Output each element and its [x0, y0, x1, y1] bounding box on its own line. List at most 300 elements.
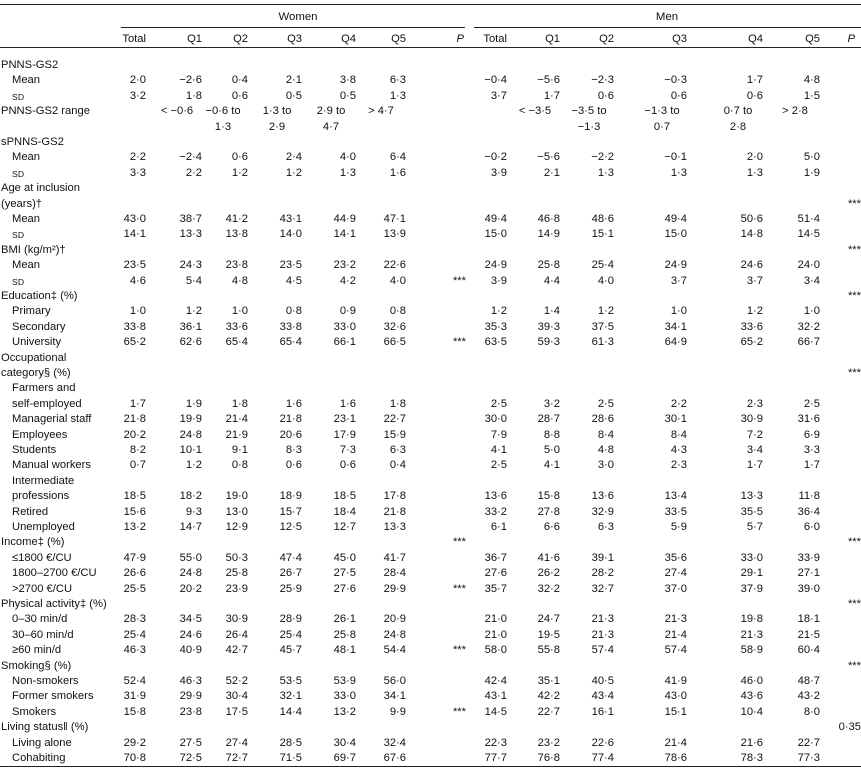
table-cell: 5·4 [185, 274, 202, 287]
table-cell: 10·4 [740, 705, 763, 718]
table-cell: 30·1 [664, 413, 687, 426]
table-cell: 29·9 [179, 690, 202, 703]
table-cell: 6·6 [543, 521, 560, 533]
table-cell: 3·2 [543, 397, 560, 410]
column-header: Total [483, 33, 507, 45]
table-cell: 3·9 [490, 274, 507, 287]
table-cell: 0·6 [670, 89, 687, 102]
table-cell: 4·2 [339, 274, 356, 287]
table-cell: 15·9 [383, 428, 406, 441]
table-cell: 65·2 [740, 336, 763, 349]
p-value-men: *** [847, 536, 861, 549]
table-cell: 32·2 [537, 582, 560, 595]
table-cell: 5·0 [543, 444, 560, 456]
table-cell: 15·0 [484, 228, 507, 241]
table-cell: < −0·6 [160, 105, 194, 118]
table-cell: 15·1 [591, 228, 614, 241]
row-label: SD [12, 276, 25, 287]
table-cell: 37·5 [591, 320, 614, 333]
table-cell: 12·5 [279, 521, 302, 533]
p-value-men: *** [847, 290, 861, 302]
table-cell: 26·7 [279, 567, 302, 580]
table-cell: 2·8 [729, 120, 747, 133]
table-cell: 39·0 [797, 582, 820, 595]
table-cell: 21·4 [225, 413, 248, 426]
table-cell: 42·7 [225, 644, 248, 657]
table-cell: 14·8 [740, 228, 763, 241]
table-cell: 0·4 [389, 459, 406, 472]
column-header: Q4 [748, 33, 763, 45]
table-cell: 21·8 [123, 413, 146, 426]
table-cell: 32·7 [591, 582, 614, 595]
table-cell: 18·4 [333, 505, 356, 518]
row-label: >2700 €/CU [12, 582, 73, 595]
table-cell: 14·1 [123, 228, 146, 241]
table-cell: −0·1 [664, 151, 687, 164]
column-header: Q4 [341, 33, 356, 45]
table-cell: 1·2 [185, 459, 202, 472]
table-cell: 9·9 [389, 705, 406, 718]
table-cell: 44·9 [333, 213, 356, 225]
table-cell: 28·6 [591, 413, 614, 426]
table-cell: 35·7 [484, 582, 507, 595]
table-cell: 18·2 [179, 490, 202, 503]
table-cell: 43·2 [797, 690, 820, 703]
table-cell: 7·3 [339, 444, 356, 456]
table-cell: −2·3 [591, 74, 614, 87]
table-cell: 2·2 [129, 151, 146, 164]
table-cell: 21·4 [664, 628, 687, 641]
table-cell: 24·3 [179, 259, 202, 272]
table-cell: 35·6 [664, 551, 687, 564]
table-cell: 21·4 [664, 736, 687, 749]
table-cell: 15·8 [537, 490, 560, 503]
table-cell: 3·8 [339, 74, 356, 87]
table-cell: 49·4 [484, 213, 507, 225]
column-header: Q1 [187, 33, 202, 45]
p-value-men: *** [847, 243, 861, 256]
table-cell: 4·5 [285, 274, 302, 287]
table-cell: 27·5 [333, 567, 356, 580]
table-cell: 19·5 [537, 628, 560, 641]
table-cell: 46·3 [123, 644, 146, 657]
row-label: Income‡ (%) [1, 536, 65, 549]
table-cell: 8·4 [670, 428, 687, 441]
table-cell: 1·3 to [262, 105, 292, 118]
table-cell: 21·5 [797, 628, 820, 641]
table-cell: 22·6 [383, 259, 406, 272]
table-cell: 39·3 [537, 320, 560, 333]
table-cell: 6·0 [803, 521, 820, 533]
table-cell: 6·9 [803, 428, 820, 441]
table-cell: 18·5 [333, 490, 356, 503]
table-cell: 47·1 [383, 213, 406, 225]
table-cell: −2·6 [179, 74, 202, 87]
row-label: 30–60 min/d [12, 628, 74, 641]
table-cell: 27·5 [179, 736, 202, 749]
table-cell: 1·6 [339, 397, 356, 410]
table-cell: 32·6 [383, 320, 406, 333]
table-cell: 27·6 [333, 582, 356, 595]
column-header: Q1 [545, 33, 560, 45]
table-cell: 38·7 [179, 213, 202, 225]
table-cell: 3·4 [746, 444, 763, 456]
p-value-men: *** [847, 598, 861, 610]
table-cell: 3·4 [803, 274, 820, 287]
table-cell: 14·7 [179, 521, 202, 533]
table-cell: 33·2 [484, 505, 507, 518]
table-cell: 13·3 [179, 228, 202, 241]
table-cell: 13·0 [225, 505, 248, 518]
table-cell: > 4·7 [368, 105, 394, 118]
table-cell: 30·4 [225, 690, 248, 703]
row-label: Primary [12, 305, 51, 318]
table-cell: 1·7 [746, 459, 763, 472]
table-cell: 1·3 [746, 166, 763, 179]
table-cell: 8·4 [597, 428, 614, 441]
p-value-men: *** [847, 367, 861, 379]
p-value-women: *** [452, 336, 466, 349]
table-cell: 0·7 [653, 120, 671, 133]
group-header-men: Men [655, 11, 679, 23]
table-cell: −0·3 [664, 74, 687, 87]
table-cell: 2·0 [746, 151, 763, 164]
table-cell: 2·9 [268, 120, 286, 133]
table-cell: 1·8 [185, 89, 202, 102]
table-cell: 0·8 [231, 459, 248, 472]
table-cell: −3·5 to [571, 105, 607, 118]
table-cell: 0·8 [285, 305, 302, 318]
row-label: PNNS-GS2 range [1, 105, 90, 118]
table-cell: 76·8 [537, 752, 560, 764]
table-cell: 33·6 [225, 320, 248, 333]
table-cell: 15·6 [123, 505, 146, 518]
table-cell: 20·2 [123, 428, 146, 441]
table-cell: 67·6 [383, 752, 406, 764]
table-cell: 14·9 [537, 228, 560, 241]
table-cell: 0·5 [339, 89, 356, 102]
table-cell: 17·5 [225, 705, 248, 718]
row-label: Mean [12, 259, 40, 272]
table-cell: 28·2 [591, 567, 614, 580]
table-cell: 36·1 [179, 320, 202, 333]
table-cell: 20·6 [279, 428, 302, 441]
table-cell: 13·6 [484, 490, 507, 503]
table-cell: 1·2 [231, 166, 248, 179]
table-cell: 52·2 [225, 675, 248, 687]
table-cell: 35·3 [484, 320, 507, 333]
table-cell: 77·3 [797, 752, 820, 764]
table-cell: 25·4 [279, 628, 302, 641]
table-cell: 3·3 [129, 166, 146, 179]
table-cell: 0·7 to [723, 105, 753, 118]
table-cell: 2·1 [543, 166, 560, 179]
table-cell: 1·3 [339, 166, 356, 179]
row-label: SD [12, 168, 25, 179]
column-header: P [456, 33, 464, 45]
table-cell: 24·6 [179, 628, 202, 641]
table-cell: 46·0 [740, 675, 763, 687]
table-cell: 2·2 [670, 397, 687, 410]
table-cell: 62·6 [179, 336, 202, 349]
column-header: Q3 [287, 33, 302, 45]
table-cell: 21·9 [225, 428, 248, 441]
table-cell: 15·0 [664, 228, 687, 241]
table-cell: 28·5 [279, 736, 302, 749]
table-cell: 49·4 [664, 213, 687, 225]
table-cell: 13·4 [664, 490, 687, 503]
table-cell: 43·1 [484, 690, 507, 703]
table-cell: 69·7 [333, 752, 356, 764]
table-cell: 72·7 [225, 752, 248, 764]
table-cell: 1·5 [803, 89, 820, 102]
group-header-women: Women [278, 11, 318, 23]
group-rule-women [121, 27, 465, 28]
row-label: University [12, 336, 62, 349]
row-label: Smokers [12, 705, 57, 718]
table-cell: 15·1 [664, 705, 687, 718]
table-cell: 33·0 [740, 551, 763, 564]
table-cell: 1·0 [231, 305, 248, 318]
table-cell: 2·5 [490, 397, 507, 410]
table-cell: 23·5 [279, 259, 302, 272]
table-cell: 33·0 [333, 690, 356, 703]
table-cell: 1·9 [185, 397, 202, 410]
table-cell: 34·1 [383, 690, 406, 703]
table-cell: 52·4 [123, 675, 146, 687]
table-cell: 40·5 [591, 675, 614, 687]
table-cell: 25·9 [279, 582, 302, 595]
table-cell: 50·6 [740, 213, 763, 225]
row-label: sPNNS-GS2 [1, 136, 64, 148]
table-cell: 1·3 [670, 166, 687, 179]
table-cell: 32·2 [797, 320, 820, 333]
table-cell: 19·8 [740, 613, 763, 626]
table-cell: 24·0 [797, 259, 820, 272]
table-top-rule [0, 4, 861, 5]
table-cell: 0·6 [285, 459, 302, 472]
table-cell: 14·5 [484, 705, 507, 718]
table-cell: 13·2 [333, 705, 356, 718]
table-cell: 33·8 [123, 320, 146, 333]
table-cell: 2·5 [490, 459, 507, 472]
table-cell: 4·3 [670, 444, 687, 456]
table-cell: 28·9 [279, 613, 302, 626]
table-cell: 2·3 [746, 397, 763, 410]
table-cell: 2·9 to [316, 105, 346, 118]
table-cell: 5·0 [803, 151, 820, 164]
table-cell: 1·9 [803, 166, 820, 179]
table-cell: 15·7 [279, 505, 302, 518]
table-cell: 31·6 [797, 413, 820, 426]
table-cell: −2·4 [179, 151, 202, 164]
table-cell: 26·6 [123, 567, 146, 580]
table-cell: 32·4 [383, 736, 406, 749]
table-cell: 0·4 [231, 74, 248, 87]
table-cell: −0·4 [484, 74, 507, 87]
row-label: Age at inclusion [1, 182, 80, 195]
table-cell: 16·1 [591, 705, 614, 718]
table-cell: 7·9 [490, 428, 507, 441]
table-cell: 13·2 [123, 521, 146, 533]
p-value-women: *** [452, 644, 466, 657]
row-label: Former smokers [12, 690, 94, 703]
table-cell: 1·6 [389, 166, 406, 179]
table-cell: 39·1 [591, 551, 614, 564]
table-cell: 3·7 [670, 274, 687, 287]
table-cell: 25·4 [591, 259, 614, 272]
table-cell: 0·6 [231, 151, 248, 164]
table-cell: 13·6 [591, 490, 614, 503]
table-cell: 33·9 [797, 551, 820, 564]
table-cell: 5·9 [670, 521, 687, 533]
table-cell: 3·7 [746, 274, 763, 287]
table-cell: 33·5 [664, 505, 687, 518]
table-cell: 21·8 [383, 505, 406, 518]
table-cell: 43·0 [123, 213, 146, 225]
table-cell: 48·7 [797, 675, 820, 687]
column-header: Q3 [672, 33, 687, 45]
table-cell: 0·6 [231, 89, 248, 102]
table-cell: 23·2 [537, 736, 560, 749]
table-cell: 1·4 [543, 305, 560, 318]
table-cell: 46·3 [179, 675, 202, 687]
table-cell: 8·3 [285, 444, 302, 456]
table-cell: 25·4 [123, 628, 146, 641]
table-cell: 22·7 [383, 413, 406, 426]
table-cell: 18·9 [279, 490, 302, 503]
table-cell: 30·4 [333, 736, 356, 749]
table-cell: 57·4 [591, 644, 614, 657]
table-cell: −1·3 [577, 120, 601, 133]
table-cell: 1·0 [803, 305, 820, 318]
table-cell: 14·4 [279, 705, 302, 718]
group-rule-men [474, 27, 861, 28]
table-cell: 20·9 [383, 613, 406, 626]
table-cell: 30·9 [740, 413, 763, 426]
table-cell: 2·2 [185, 166, 202, 179]
table-cell: 2·1 [285, 74, 302, 87]
table-cell: 6·4 [389, 151, 406, 164]
row-label: category§ (%) [1, 367, 71, 379]
table-cell: 21·3 [591, 628, 614, 641]
table-cell: 41·7 [383, 551, 406, 564]
table-cell: 1·2 [185, 305, 202, 318]
table-cell: 57·4 [664, 644, 687, 657]
row-label: Living status‖ (%) [1, 721, 89, 734]
table-cell: 65·4 [279, 336, 302, 349]
row-label: Mean [12, 74, 40, 87]
table-cell: 4·7 [322, 120, 340, 133]
table-cell: 1·8 [231, 397, 248, 410]
table-cell: 32·1 [279, 690, 302, 703]
table-cell: 6·3 [597, 521, 614, 533]
table-cell: 36·7 [484, 551, 507, 564]
row-label: Education‡ (%) [1, 290, 78, 302]
table-cell: 37·0 [664, 582, 687, 595]
table-cell: 23·8 [225, 259, 248, 272]
table-cell: 3·2 [129, 89, 146, 102]
table-cell: 24·8 [179, 567, 202, 580]
row-label: 1800–2700 €/CU [12, 567, 97, 580]
table-cell: −0·6 to [205, 105, 241, 118]
table-cell: 1·7 [803, 459, 820, 472]
row-label: SD [12, 91, 25, 102]
table-cell: 4·0 [597, 274, 614, 287]
row-label: Occupational [1, 351, 67, 364]
table-cell: 48·1 [333, 644, 356, 657]
table-cell: 2·4 [285, 151, 302, 164]
table-cell: 13·3 [740, 490, 763, 503]
table-cell: 8·2 [129, 444, 146, 456]
row-label: Living alone [12, 736, 72, 749]
table-cell: 0·9 [339, 305, 356, 318]
table-cell: 65·2 [123, 336, 146, 349]
table-cell: 1·3 [597, 166, 614, 179]
table-cell: 30·0 [484, 413, 507, 426]
table-cell: > 2·8 [782, 105, 808, 118]
table-cell: 11·8 [798, 490, 820, 503]
row-label: Employees [12, 428, 68, 441]
table-cell: 77·4 [591, 752, 614, 764]
table-cell: 78·3 [740, 752, 763, 764]
table-cell: 4·8 [597, 444, 614, 456]
table-cell: 23·1 [333, 413, 356, 426]
table-cell: 31·9 [123, 690, 146, 703]
table-cell: 47·9 [123, 551, 146, 564]
table-cell: 0·6 [746, 89, 763, 102]
table-cell: 22·7 [797, 736, 820, 749]
table-cell: 43·4 [591, 690, 614, 703]
table-cell: 41·9 [664, 675, 687, 687]
table-cell: 1·3 [389, 89, 406, 102]
row-label: Farmers and [12, 382, 76, 395]
table-cell: 40·9 [179, 644, 202, 657]
table-cell: 0·6 [597, 89, 614, 102]
table-cell: 1·2 [746, 305, 763, 318]
table-cell: 4·1 [543, 459, 560, 472]
p-value-women: *** [452, 582, 466, 595]
table-cell: 25·5 [123, 582, 146, 595]
table-cell: 59·3 [537, 336, 560, 349]
table-cell: 24·9 [664, 259, 687, 272]
table-cell: 32·9 [591, 505, 614, 518]
p-value-men: 0·35 [838, 721, 861, 734]
table-cell: 2·0 [129, 74, 146, 87]
table-cell: 21·3 [740, 628, 763, 641]
table-cell: 0·5 [285, 89, 302, 102]
table-cell: 24·6 [740, 259, 763, 272]
table-cell: 1·2 [285, 166, 302, 179]
table-cell: 46·8 [537, 213, 560, 225]
table-cell: 27·6 [484, 567, 507, 580]
table-cell: 17·8 [383, 490, 406, 503]
row-label: Manual workers [12, 459, 91, 472]
table-cell: 30·9 [225, 613, 248, 626]
table-cell: 24·8 [179, 428, 202, 441]
table-cell: 8·8 [543, 428, 560, 441]
table-cell: 29·1 [740, 567, 763, 580]
table-cell: −1·3 to [644, 105, 680, 118]
column-header: Q2 [599, 33, 614, 45]
table-cell: 41·2 [225, 213, 248, 225]
row-label: ≥60 min/d [12, 644, 62, 657]
table-cell: 78·6 [664, 752, 687, 764]
table-cell: 4·0 [389, 274, 406, 287]
table-cell: 27·4 [225, 736, 248, 749]
table-cell: 65·4 [225, 336, 248, 349]
table-cell: 10·1 [179, 444, 202, 456]
